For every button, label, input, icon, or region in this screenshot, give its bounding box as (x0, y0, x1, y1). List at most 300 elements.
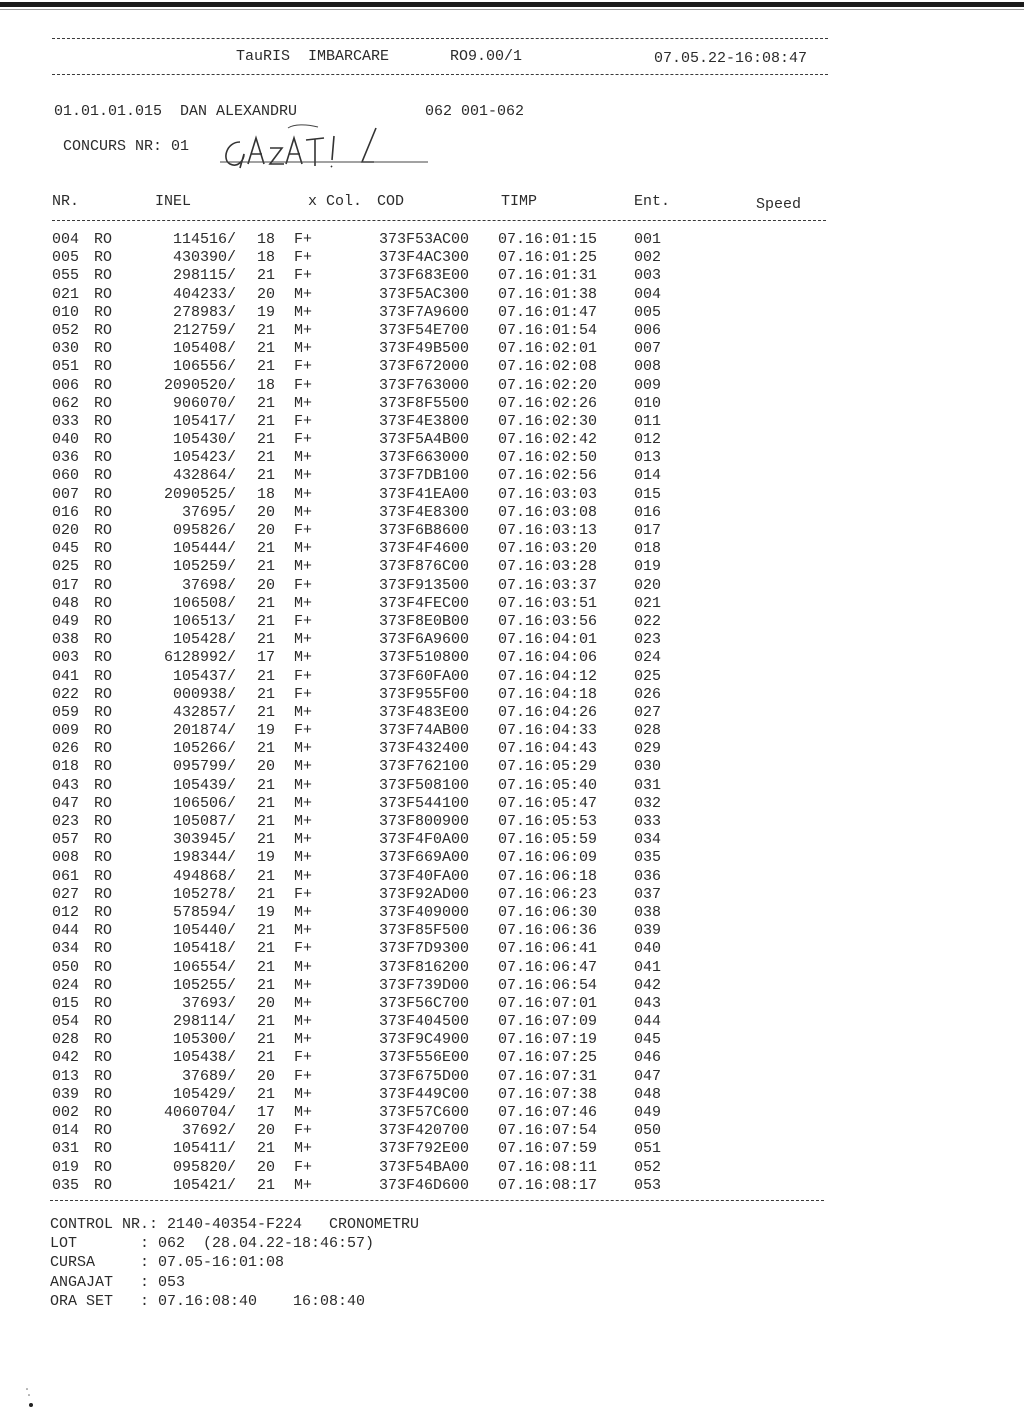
cell-inel: 105440/ (172, 922, 236, 940)
cell-sx: M+ (294, 503, 313, 521)
cell-ent: 017 (634, 522, 662, 539)
cell-sx: M+ (294, 631, 313, 649)
cell-cod: 373F6B8600 (379, 522, 470, 539)
cell-ro: RO (94, 249, 113, 267)
cell-timp: 07.16:07:46 (498, 1104, 598, 1121)
table-row (0, 686, 1024, 704)
cell-age: 21 (257, 667, 276, 685)
cell-cod: 373F40FA00 (379, 867, 470, 885)
cell-ent: 035 (634, 849, 662, 867)
table-row (0, 922, 1024, 940)
cell-timp: 07.16:05:53 (498, 813, 598, 830)
cell-cod: 373F92AD00 (379, 885, 470, 903)
cell-ro: RO (94, 885, 113, 903)
table-row (0, 595, 1024, 613)
cell-age: 18 (257, 231, 276, 248)
cell-inel: 303945/ (172, 831, 236, 849)
cell-ro: RO (94, 1031, 113, 1049)
table-row (0, 631, 1024, 649)
cell-ent: 007 (634, 340, 662, 358)
cell-timp: 07.16:02:30 (498, 412, 598, 430)
cell-ent: 020 (634, 576, 662, 594)
cell-sx: F+ (294, 249, 313, 267)
cell-timp: 07.16:06:36 (498, 922, 598, 940)
table-row (0, 649, 1024, 667)
col-header-cod: COD (377, 193, 405, 210)
cell-timp: 07.16:05:29 (498, 758, 598, 776)
cell-nr: 033 (52, 412, 80, 430)
cell-timp: 07.16:04:18 (498, 685, 598, 703)
cell-age: 21 (257, 1049, 276, 1067)
cell-cod: 373F9C4900 (379, 1031, 470, 1049)
cell-nr: 036 (52, 449, 80, 467)
cell-ent: 051 (634, 1140, 662, 1158)
cell-timp: 07.16:03:37 (498, 576, 598, 594)
cell-age: 20 (257, 1158, 276, 1176)
cell-cod: 373F449C00 (379, 1085, 470, 1103)
table-row (0, 1177, 1024, 1195)
cell-inel: 106554/ (172, 958, 236, 976)
cell-ent: 053 (634, 1176, 662, 1194)
table-row (0, 995, 1024, 1013)
cell-cod: 373F8F5500 (379, 394, 470, 412)
cell-timp: 07.16:01:54 (498, 321, 598, 339)
table-row (0, 340, 1024, 358)
angajat-line: ANGAJAT : 053 (50, 1273, 186, 1291)
cell-ent: 022 (634, 612, 662, 630)
cell-nr: 045 (52, 540, 80, 558)
cell-inel: 095799/ (172, 758, 236, 776)
cell-ro: RO (94, 340, 113, 358)
cell-age: 19 (257, 903, 276, 921)
cell-timp: 07.16:06:23 (498, 885, 598, 903)
cell-timp: 07.16:05:40 (498, 776, 598, 794)
cell-inel: 4060704/ (163, 1104, 236, 1121)
cell-cod: 373F669A00 (379, 849, 470, 867)
cell-cod: 373F4AC300 (379, 249, 470, 267)
cell-cod: 373F8E0B00 (379, 612, 470, 630)
cell-ent: 014 (634, 467, 662, 485)
cell-nr: 012 (52, 903, 80, 921)
cell-age: 21 (257, 794, 276, 812)
cell-ro: RO (94, 231, 113, 248)
cell-nr: 026 (52, 740, 80, 758)
cell-ro: RO (94, 958, 113, 976)
cell-ent: 024 (634, 649, 662, 667)
cell-cod: 373F672000 (379, 358, 470, 376)
cell-inel: 201874/ (172, 722, 236, 740)
cell-ent: 002 (634, 249, 662, 267)
cell-inel: 212759/ (172, 321, 236, 339)
cell-inel: 105444/ (172, 540, 236, 558)
cell-ent: 029 (634, 740, 662, 758)
cell-ent: 043 (634, 994, 662, 1012)
cell-ro: RO (94, 994, 113, 1012)
cell-cod: 373F41EA00 (379, 485, 470, 503)
cell-inel: 432857/ (172, 703, 236, 721)
cell-ent: 047 (634, 1067, 662, 1085)
cell-age: 17 (257, 649, 276, 667)
cell-inel: 105438/ (172, 1049, 236, 1067)
pigeon-range: 062 001-062 (425, 103, 525, 120)
cell-ro: RO (94, 867, 113, 885)
cell-nr: 040 (52, 431, 80, 449)
cell-cod: 373F432400 (379, 740, 470, 758)
cell-sx: F+ (294, 612, 313, 630)
cell-age: 21 (257, 1013, 276, 1031)
cell-timp: 07.16:06:18 (498, 867, 598, 885)
cell-timp: 07.16:02:50 (498, 449, 598, 467)
cell-sx: F+ (294, 722, 313, 740)
cell-age: 20 (257, 758, 276, 776)
cell-ro: RO (94, 1067, 113, 1085)
cell-ro: RO (94, 558, 113, 576)
cell-nr: 041 (52, 667, 80, 685)
cell-timp: 07.16:07:59 (498, 1140, 598, 1158)
cell-ro: RO (94, 831, 113, 849)
cell-sx: F+ (294, 431, 313, 449)
cell-cod: 373F816200 (379, 958, 470, 976)
cell-age: 21 (257, 1031, 276, 1049)
cell-inel: 105429/ (172, 1085, 236, 1103)
col-header-timp: TIMP (501, 193, 538, 210)
cell-cod: 373F762100 (379, 758, 470, 776)
cell-nr: 043 (52, 776, 80, 794)
cell-inel: 106506/ (172, 794, 236, 812)
cell-timp: 07.16:01:47 (498, 303, 598, 321)
cell-inel: 114516/ (172, 231, 236, 248)
cell-inel: 105278/ (172, 885, 236, 903)
cell-sx: M+ (294, 1031, 313, 1049)
cell-nr: 027 (52, 885, 80, 903)
cell-age: 21 (257, 867, 276, 885)
cell-inel: 37693/ (181, 994, 236, 1012)
table-row (0, 249, 1024, 267)
cell-sx: M+ (294, 958, 313, 976)
cell-ro: RO (94, 849, 113, 867)
cell-sx: M+ (294, 1104, 313, 1121)
cursa-line: CURSA : 07.05-16:01:08 (50, 1254, 285, 1272)
cell-ro: RO (94, 1122, 113, 1140)
cell-inel: 906070/ (172, 394, 236, 412)
table-row (0, 868, 1024, 886)
cell-inel: 105418/ (172, 940, 236, 958)
cell-cod: 373F683E00 (379, 267, 470, 285)
cell-ent: 048 (634, 1085, 662, 1103)
cell-inel: 105421/ (172, 1176, 236, 1194)
cell-timp: 07.16:07:25 (498, 1049, 598, 1067)
cell-timp: 07.16:01:25 (498, 249, 598, 267)
cell-nr: 035 (52, 1176, 80, 1194)
cell-age: 18 (257, 249, 276, 267)
cell-ent: 040 (634, 940, 662, 958)
cell-age: 21 (257, 449, 276, 467)
table-row (0, 1122, 1024, 1140)
cell-sx: M+ (294, 903, 313, 921)
cell-inel: 105437/ (172, 667, 236, 685)
scan-edge-bar (0, 2, 1024, 7)
table-row (0, 449, 1024, 467)
cell-ent: 050 (634, 1122, 662, 1140)
results-table (0, 231, 1024, 1195)
table-row (0, 740, 1024, 758)
cell-age: 21 (257, 467, 276, 485)
cell-cod: 373F54E700 (379, 321, 470, 339)
cell-timp: 07.16:02:26 (498, 394, 598, 412)
cell-age: 21 (257, 340, 276, 358)
cell-inel: 106508/ (172, 594, 236, 612)
cell-ent: 039 (634, 922, 662, 940)
cell-ent: 052 (634, 1158, 662, 1176)
header-top-rule (52, 38, 828, 39)
ora-set-line: ORA SET : 07.16:08:40 16:08:40 (50, 1292, 366, 1310)
cell-inel: 298115/ (172, 267, 236, 285)
cell-timp: 07.16:02:20 (498, 376, 598, 394)
cell-ro: RO (94, 594, 113, 612)
cell-ent: 037 (634, 885, 662, 903)
cell-ent: 001 (634, 231, 662, 248)
cell-inel: 2090525/ (163, 485, 236, 503)
cell-ent: 019 (634, 558, 662, 576)
cell-nr: 008 (52, 849, 80, 867)
cell-sx: M+ (294, 340, 313, 358)
cell-sx: M+ (294, 740, 313, 758)
table-row (0, 849, 1024, 867)
cell-nr: 017 (52, 576, 80, 594)
cell-inel: 278983/ (172, 303, 236, 321)
cell-ro: RO (94, 376, 113, 394)
cell-nr: 024 (52, 976, 80, 994)
table-row (0, 668, 1024, 686)
cell-ent: 015 (634, 485, 662, 503)
cell-cod: 373F56C700 (379, 994, 470, 1012)
cell-ent: 009 (634, 376, 662, 394)
cell-nr: 020 (52, 522, 80, 539)
cell-timp: 07.16:04:12 (498, 667, 598, 685)
cell-ro: RO (94, 576, 113, 594)
cell-ro: RO (94, 722, 113, 740)
cell-nr: 004 (52, 231, 80, 248)
cell-ent: 036 (634, 867, 662, 885)
cell-cod: 373F955F00 (379, 685, 470, 703)
cell-ent: 010 (634, 394, 662, 412)
cell-cod: 373F800900 (379, 813, 470, 830)
cell-cod: 373F4F0A00 (379, 831, 470, 849)
cell-cod: 373F49B500 (379, 340, 470, 358)
cell-ent: 034 (634, 831, 662, 849)
cell-age: 17 (257, 1104, 276, 1121)
cell-inel: 432864/ (172, 467, 236, 485)
cell-ent: 026 (634, 685, 662, 703)
cell-age: 21 (257, 976, 276, 994)
cell-timp: 07.16:03:56 (498, 612, 598, 630)
col-header-nr: NR. (52, 193, 80, 210)
cell-nr: 010 (52, 303, 80, 321)
cell-inel: 37689/ (181, 1067, 236, 1085)
cell-inel: 105087/ (172, 813, 236, 830)
cell-ro: RO (94, 1140, 113, 1158)
cell-ent: 008 (634, 358, 662, 376)
cell-age: 21 (257, 1085, 276, 1103)
cell-timp: 07.16:03:20 (498, 540, 598, 558)
cell-inel: 198344/ (172, 849, 236, 867)
table-row (0, 1086, 1024, 1104)
cell-cod: 373F4E3800 (379, 412, 470, 430)
cell-age: 18 (257, 376, 276, 394)
cell-nr: 015 (52, 994, 80, 1012)
cell-ent: 028 (634, 722, 662, 740)
cell-cod: 373F663000 (379, 449, 470, 467)
cell-sx: M+ (294, 994, 313, 1012)
cell-cod: 373F409000 (379, 903, 470, 921)
report-code: RO9.00/1 (450, 48, 523, 65)
cell-sx: F+ (294, 412, 313, 430)
table-row (0, 959, 1024, 977)
cell-sx: F+ (294, 267, 313, 285)
handwritten-signature (214, 120, 434, 180)
cell-cod: 373F763000 (379, 376, 470, 394)
cell-age: 21 (257, 813, 276, 830)
cell-timp: 07.16:01:15 (498, 231, 598, 248)
cell-ent: 011 (634, 412, 662, 430)
cell-timp: 07.16:03:03 (498, 485, 598, 503)
cell-timp: 07.16:06:30 (498, 903, 598, 921)
table-row (0, 1031, 1024, 1049)
cell-age: 21 (257, 740, 276, 758)
cell-timp: 07.16:08:17 (498, 1176, 598, 1194)
cell-timp: 07.16:03:08 (498, 503, 598, 521)
cell-ent: 030 (634, 758, 662, 776)
cell-timp: 07.16:06:09 (498, 849, 598, 867)
cell-inel: 105423/ (172, 449, 236, 467)
cell-sx: F+ (294, 1158, 313, 1176)
cell-ro: RO (94, 1158, 113, 1176)
cell-nr: 006 (52, 376, 80, 394)
cell-ent: 013 (634, 449, 662, 467)
cell-inel: 37698/ (181, 576, 236, 594)
cell-sx: F+ (294, 231, 313, 248)
cell-ro: RO (94, 776, 113, 794)
table-row (0, 540, 1024, 558)
cell-nr: 062 (52, 394, 80, 412)
cell-nr: 030 (52, 340, 80, 358)
cell-age: 20 (257, 994, 276, 1012)
cell-ro: RO (94, 903, 113, 921)
cell-sx: M+ (294, 449, 313, 467)
cell-age: 21 (257, 940, 276, 958)
cell-ro: RO (94, 631, 113, 649)
cell-sx: F+ (294, 522, 313, 539)
table-row (0, 486, 1024, 504)
cell-cod: 373F510800 (379, 649, 470, 667)
cell-ro: RO (94, 503, 113, 521)
cell-ent: 041 (634, 958, 662, 976)
table-row (0, 377, 1024, 395)
cell-ent: 038 (634, 903, 662, 921)
cell-cod: 373F7DB100 (379, 467, 470, 485)
table-row (0, 831, 1024, 849)
cell-timp: 07.16:07:19 (498, 1031, 598, 1049)
cell-sx: M+ (294, 849, 313, 867)
cell-nr: 061 (52, 867, 80, 885)
table-row (0, 704, 1024, 722)
table-row (0, 558, 1024, 576)
table-bottom-rule (50, 1200, 824, 1201)
cell-cod: 373F4F4600 (379, 540, 470, 558)
cell-age: 20 (257, 576, 276, 594)
cell-inel: 105259/ (172, 558, 236, 576)
cell-nr: 042 (52, 1049, 80, 1067)
table-row (0, 231, 1024, 249)
cell-sx: M+ (294, 540, 313, 558)
cell-age: 20 (257, 503, 276, 521)
cell-inel: 494868/ (172, 867, 236, 885)
cell-timp: 07.16:04:43 (498, 740, 598, 758)
cell-nr: 025 (52, 558, 80, 576)
cell-nr: 014 (52, 1122, 80, 1140)
cell-sx: F+ (294, 1122, 313, 1140)
cell-nr: 044 (52, 922, 80, 940)
cell-sx: M+ (294, 922, 313, 940)
cell-ent: 021 (634, 594, 662, 612)
cell-cod: 373F7A9600 (379, 303, 470, 321)
cell-ro: RO (94, 940, 113, 958)
cell-inel: 105300/ (172, 1031, 236, 1049)
table-row (0, 977, 1024, 995)
cell-nr: 031 (52, 1140, 80, 1158)
cell-ent: 016 (634, 503, 662, 521)
cell-cod: 373F60FA00 (379, 667, 470, 685)
cell-ent: 018 (634, 540, 662, 558)
cell-ro: RO (94, 740, 113, 758)
cell-sx: M+ (294, 758, 313, 776)
cell-nr: 047 (52, 794, 80, 812)
cell-age: 19 (257, 722, 276, 740)
cell-ro: RO (94, 303, 113, 321)
cell-timp: 07.16:03:28 (498, 558, 598, 576)
cell-sx: M+ (294, 1140, 313, 1158)
cell-cod: 373F54BA00 (379, 1158, 470, 1176)
cell-age: 19 (257, 303, 276, 321)
cell-cod: 373F4E8300 (379, 503, 470, 521)
cell-nr: 057 (52, 831, 80, 849)
cell-sx: F+ (294, 576, 313, 594)
cell-inel: 105439/ (172, 776, 236, 794)
cell-nr: 016 (52, 503, 80, 521)
table-row (0, 758, 1024, 776)
report-title: TauRIS IMBARCARE (236, 48, 390, 65)
cell-age: 21 (257, 558, 276, 576)
col-header-col: x Col. (308, 193, 363, 210)
cell-sx: M+ (294, 976, 313, 994)
cell-inel: 298114/ (172, 1013, 236, 1031)
cell-sx: M+ (294, 776, 313, 794)
cell-timp: 07.16:03:51 (498, 594, 598, 612)
cell-ro: RO (94, 794, 113, 812)
cell-cod: 373F5A4B00 (379, 431, 470, 449)
cell-timp: 07.16:04:26 (498, 703, 598, 721)
cell-timp: 07.16:02:01 (498, 340, 598, 358)
cell-inel: 105428/ (172, 631, 236, 649)
cell-nr: 009 (52, 722, 80, 740)
cell-ro: RO (94, 667, 113, 685)
cell-ro: RO (94, 703, 113, 721)
cell-ro: RO (94, 358, 113, 376)
cell-ent: 032 (634, 794, 662, 812)
cell-age: 20 (257, 285, 276, 303)
cell-inel: 404233/ (172, 285, 236, 303)
cell-inel: 2090520/ (163, 376, 236, 394)
